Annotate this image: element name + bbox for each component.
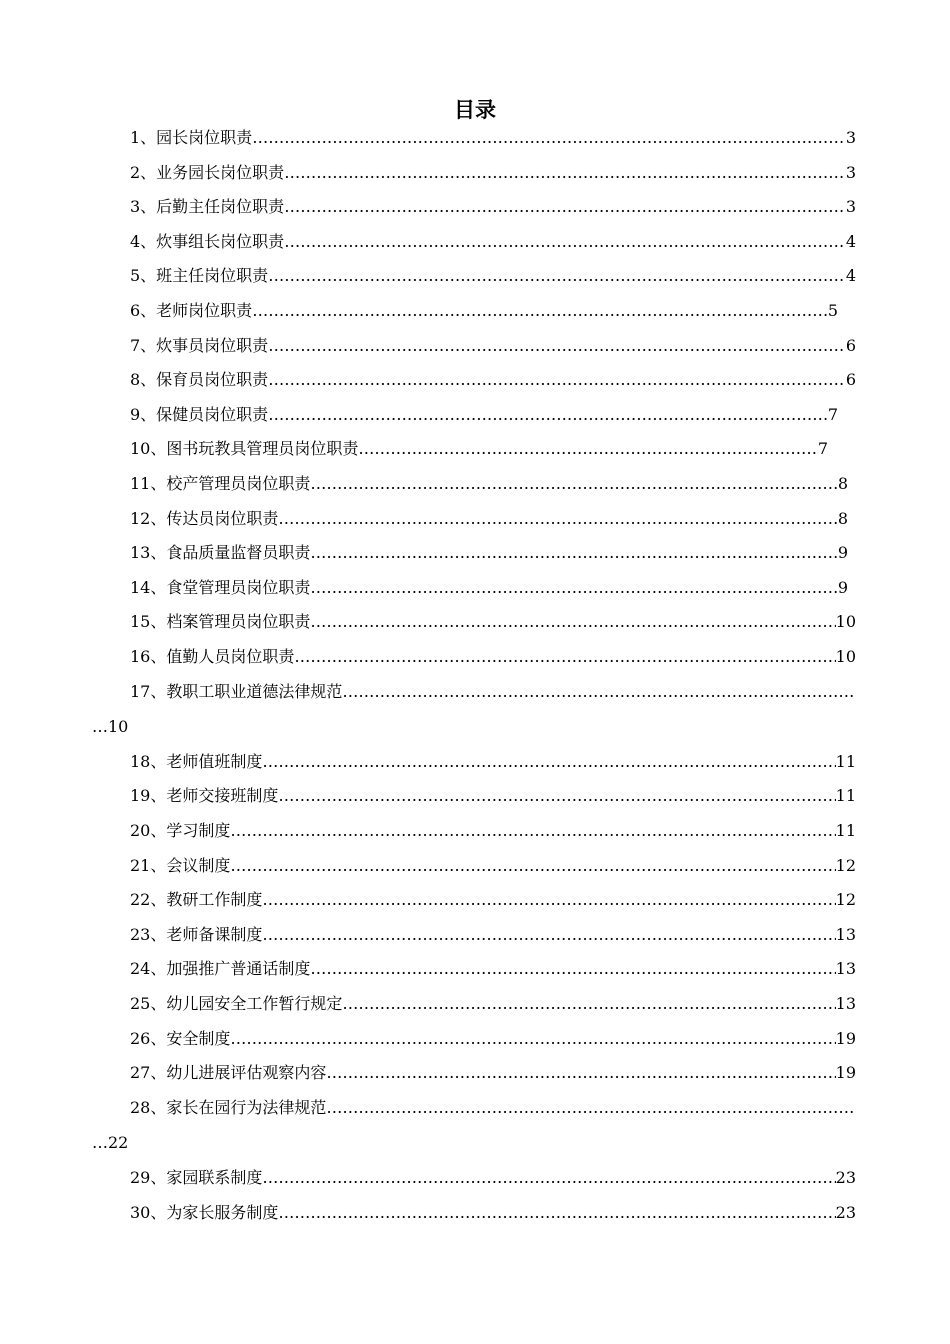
toc-entry[interactable] xyxy=(130,888,856,912)
dot-leader xyxy=(294,645,835,669)
toc-entry[interactable] xyxy=(130,957,856,981)
dot-leader xyxy=(268,334,846,358)
toc-entry[interactable] xyxy=(130,230,856,254)
dot-leader xyxy=(326,1096,856,1120)
toc-entry[interactable] xyxy=(130,541,848,565)
dot-leader xyxy=(230,1027,835,1051)
toc-entry-title: 16、值勤人员岗位职责 xyxy=(130,647,295,666)
toc-entry-title: 25、幼儿园安全工作暂行规定 xyxy=(130,994,343,1013)
dot-leader xyxy=(358,437,817,461)
dot-leader xyxy=(284,230,846,254)
page-title: 目录 xyxy=(454,98,496,122)
toc-entry[interactable] xyxy=(130,819,856,843)
dot-leader xyxy=(310,472,837,496)
toc-entry[interactable] xyxy=(130,403,838,427)
dot-leader xyxy=(278,507,837,531)
toc-entry-title: 27、幼儿进展评估观察内容 xyxy=(130,1063,327,1082)
toc-page-number: 11 xyxy=(835,821,856,840)
toc-entry[interactable] xyxy=(130,1061,856,1085)
toc-page-number: 19 xyxy=(835,1029,856,1048)
toc-entry[interactable] xyxy=(130,507,848,531)
toc-entry-title: 6、老师岗位职责 xyxy=(130,301,253,320)
toc-entry[interactable] xyxy=(130,368,856,392)
toc-entry-title: 14、食堂管理员岗位职责 xyxy=(130,578,311,597)
dot-leader xyxy=(262,923,835,947)
toc-entry[interactable] xyxy=(130,750,856,774)
toc-entry-title: 28、家长在园行为法律规范 xyxy=(130,1098,327,1117)
dot-leader xyxy=(310,576,837,600)
toc-entry[interactable] xyxy=(130,437,828,461)
toc-page-number: 3 xyxy=(845,128,856,147)
toc-page-number: 6 xyxy=(845,336,856,355)
toc-entry[interactable] xyxy=(130,264,856,288)
toc-page-number: 7 xyxy=(827,405,838,424)
toc-page-number: 10 xyxy=(835,647,856,666)
toc-entry-title: 21、会议制度 xyxy=(130,856,231,875)
dot-leader xyxy=(252,299,828,323)
toc-entry-title: 19、老师交接班制度 xyxy=(130,786,279,805)
toc-continuation: …22 xyxy=(92,1133,129,1152)
toc-entry-title: 12、传达员岗位职责 xyxy=(130,509,279,528)
toc-page-number: 6 xyxy=(845,370,856,389)
toc-entry-title: 24、加强推广普通话制度 xyxy=(130,959,311,978)
dot-leader xyxy=(230,819,835,843)
toc-entry[interactable] xyxy=(130,161,856,185)
toc-page-number: 11 xyxy=(835,786,856,805)
toc-entry[interactable] xyxy=(130,992,856,1016)
toc-page-number: 13 xyxy=(835,994,856,1013)
toc-entry-title: 22、教研工作制度 xyxy=(130,890,263,909)
toc-entry[interactable] xyxy=(130,195,856,219)
toc-entry-title: 10、图书玩教具管理员岗位职责 xyxy=(130,439,359,458)
dot-leader xyxy=(284,195,846,219)
toc-page-number: 4 xyxy=(845,266,856,285)
toc-entry-title: 23、老师备课制度 xyxy=(130,925,263,944)
dot-leader xyxy=(278,784,835,808)
toc-page-number: 8 xyxy=(837,474,848,493)
dot-leader xyxy=(230,854,835,878)
dot-leader xyxy=(252,126,846,150)
dot-leader xyxy=(342,680,856,704)
toc-entry-title: 15、档案管理员岗位职责 xyxy=(130,612,311,631)
toc-page-number: 9 xyxy=(837,543,848,562)
toc-entry-title: 9、保健员岗位职责 xyxy=(130,405,269,424)
toc-entry-title: 4、炊事组长岗位职责 xyxy=(130,232,285,251)
toc-entry-title: 26、安全制度 xyxy=(130,1029,231,1048)
toc-entry[interactable] xyxy=(130,472,848,496)
toc-entry[interactable] xyxy=(130,1166,856,1190)
dot-leader xyxy=(268,403,828,427)
dot-leader xyxy=(262,750,835,774)
toc-entry[interactable] xyxy=(130,1027,856,1051)
dot-leader xyxy=(342,992,835,1016)
toc-page-number: 5 xyxy=(827,301,838,320)
toc-entry[interactable] xyxy=(130,680,856,704)
toc-page-number: 19 xyxy=(835,1063,856,1082)
toc-page-number: 11 xyxy=(835,752,856,771)
toc-entry-title: 18、老师值班制度 xyxy=(130,752,263,771)
toc-entry[interactable] xyxy=(130,610,856,634)
dot-leader xyxy=(262,1166,835,1190)
toc-entry[interactable] xyxy=(130,334,856,358)
toc-entry[interactable] xyxy=(130,645,856,669)
toc-entry-title: 29、家园联系制度 xyxy=(130,1168,263,1187)
toc-page-number: 13 xyxy=(835,959,856,978)
toc-entry[interactable] xyxy=(130,576,848,600)
toc-entry-title: 30、为家长服务制度 xyxy=(130,1203,279,1222)
toc-entry[interactable] xyxy=(130,1201,856,1225)
toc-page-number: 4 xyxy=(845,232,856,251)
toc-continuation: …10 xyxy=(92,717,129,736)
toc-page-number: 23 xyxy=(835,1203,856,1222)
toc-entry-title: 8、保育员岗位职责 xyxy=(130,370,269,389)
toc-entry-title: 5、班主任岗位职责 xyxy=(130,266,269,285)
toc-page-number: 7 xyxy=(817,439,828,458)
toc-entry[interactable] xyxy=(130,784,856,808)
toc-entry-title: 7、炊事员岗位职责 xyxy=(130,336,269,355)
dot-leader xyxy=(310,957,835,981)
toc-page-number: 13 xyxy=(835,925,856,944)
toc-entry-title: 20、学习制度 xyxy=(130,821,231,840)
toc-entry-title: 11、校产管理员岗位职责 xyxy=(130,474,311,493)
toc-entry[interactable] xyxy=(130,126,856,150)
dot-leader xyxy=(284,161,846,185)
toc-entry-title: 17、教职工职业道德法律规范 xyxy=(130,682,343,701)
toc-entry-title: 1、园长岗位职责 xyxy=(130,128,253,147)
toc-entry[interactable] xyxy=(130,854,856,878)
toc-entry-title: 2、业务园长岗位职责 xyxy=(130,163,285,182)
toc-page-number: 3 xyxy=(845,163,856,182)
toc-entry-title: 13、食品质量监督员职责 xyxy=(130,543,311,562)
toc-entry[interactable] xyxy=(130,1096,856,1120)
toc-page-number: 23 xyxy=(835,1168,856,1187)
dot-leader xyxy=(310,610,835,634)
toc-page-number: 10 xyxy=(835,612,856,631)
toc-page-number: 12 xyxy=(835,890,856,909)
dot-leader xyxy=(310,541,837,565)
dot-leader xyxy=(262,888,835,912)
dot-leader xyxy=(278,1201,835,1225)
toc-entry[interactable] xyxy=(130,923,856,947)
toc-page-number: 9 xyxy=(837,578,848,597)
dot-leader xyxy=(268,368,846,392)
toc-page-number: 3 xyxy=(845,197,856,216)
toc-page-number: 12 xyxy=(835,856,856,875)
dot-leader xyxy=(326,1061,835,1085)
toc-entry[interactable] xyxy=(130,299,838,323)
toc-page-number: 8 xyxy=(837,509,848,528)
dot-leader xyxy=(268,264,846,288)
toc-entry-title: 3、后勤主任岗位职责 xyxy=(130,197,285,216)
